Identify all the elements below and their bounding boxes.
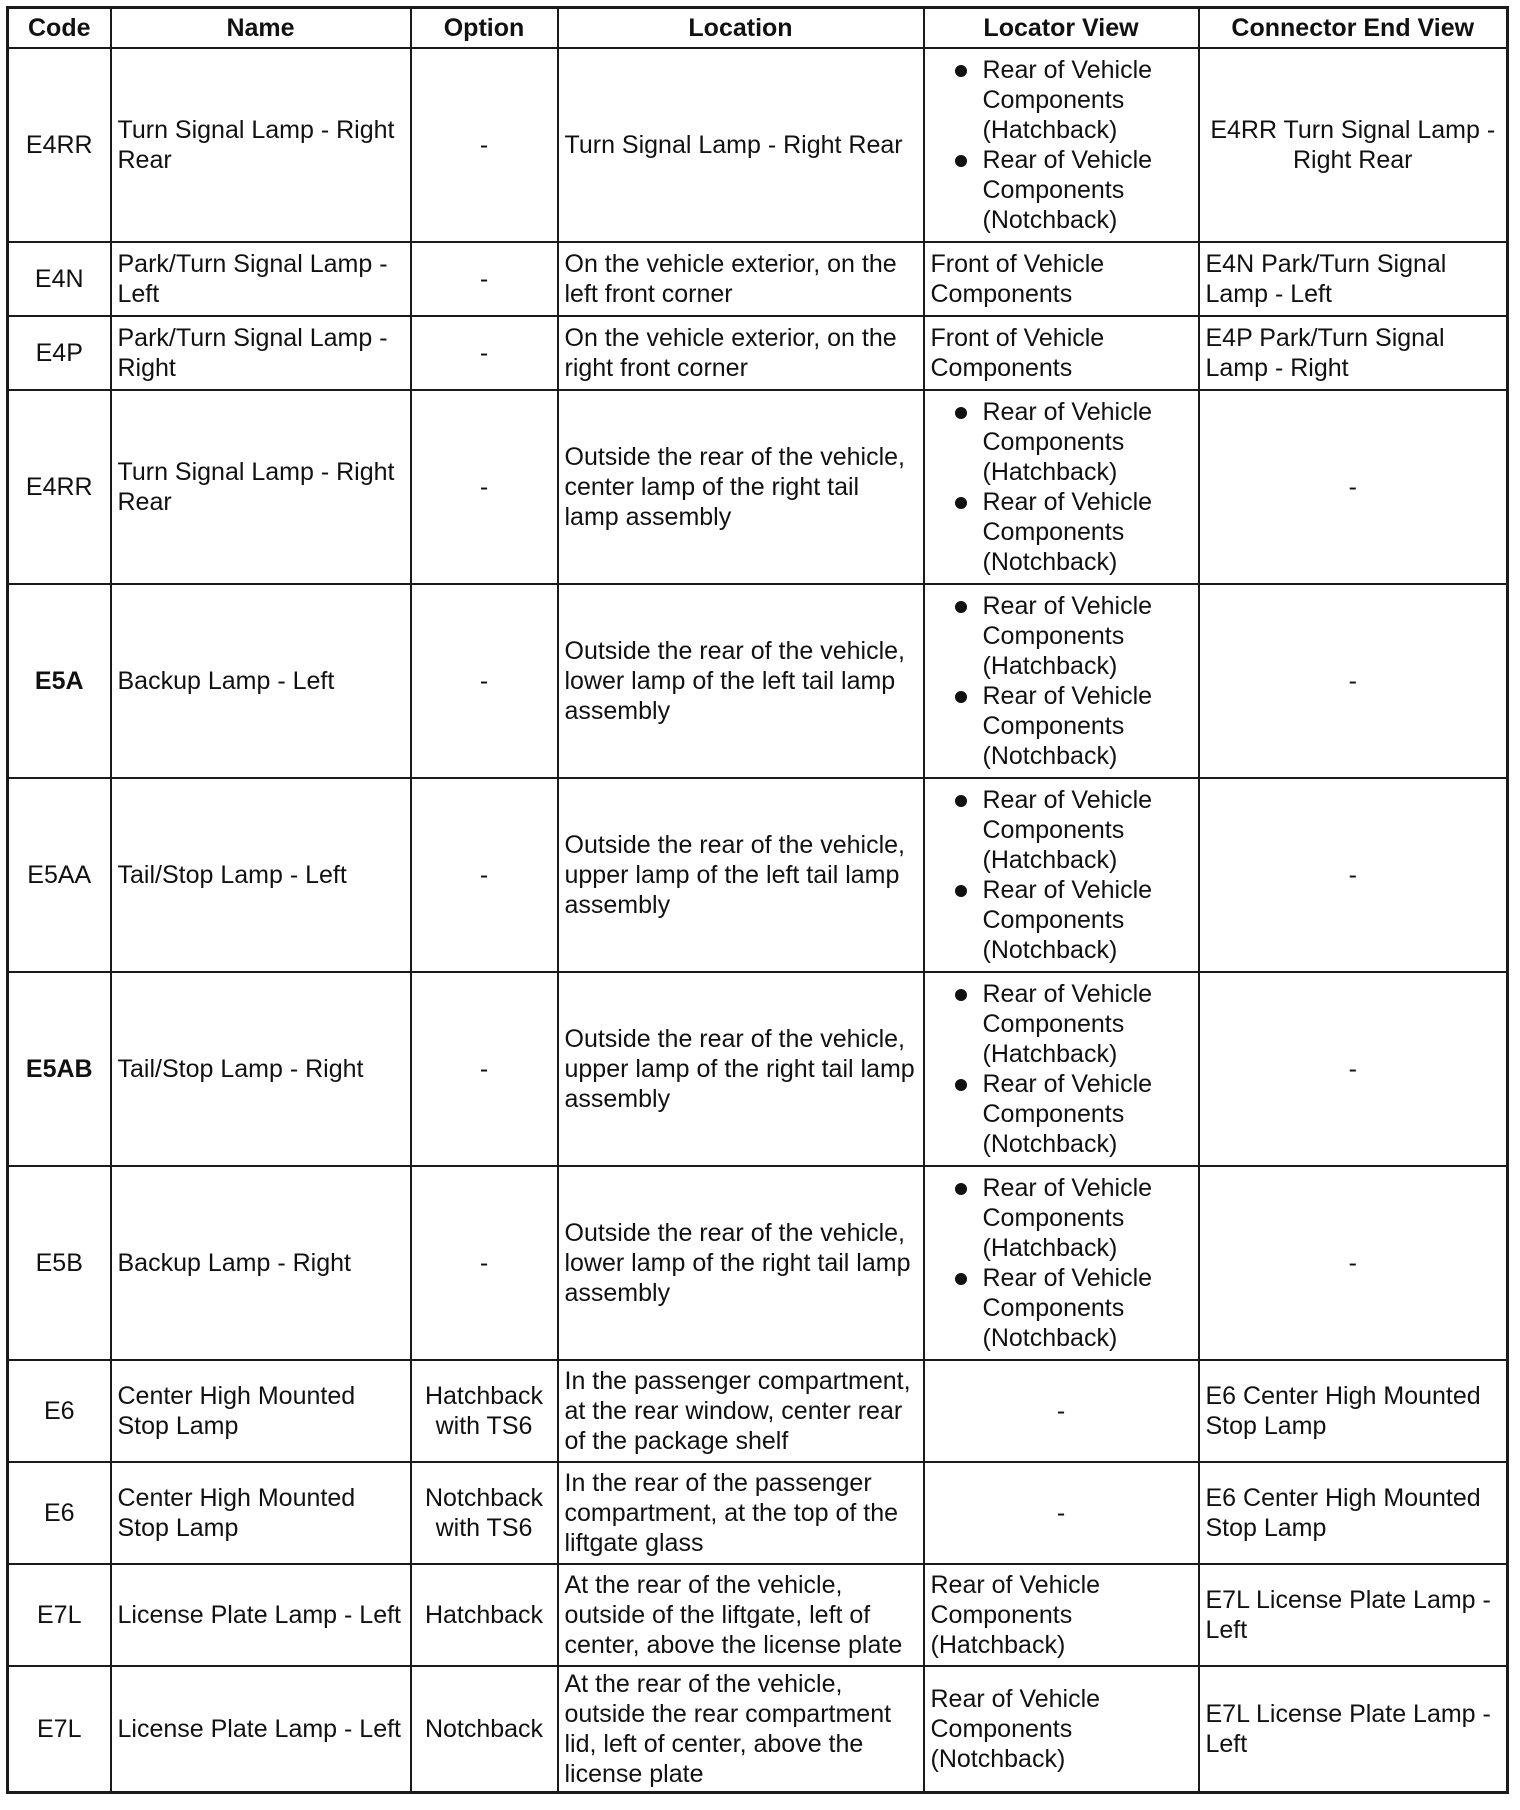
code-cell: E7L bbox=[8, 1564, 111, 1666]
bullet-icon bbox=[955, 155, 967, 167]
locator-link[interactable]: Rear of Vehicle Components (Hatchback) bbox=[945, 591, 1192, 681]
locator-link[interactable]: Rear of Vehicle Components (Notchback) bbox=[945, 145, 1192, 235]
locator-cell bbox=[924, 584, 1199, 778]
option-cell: - bbox=[411, 1166, 558, 1360]
connector-cell: - bbox=[1199, 390, 1508, 584]
connector-link[interactable]: E4RR Turn Signal Lamp - Right Rear bbox=[1199, 48, 1508, 242]
locator-link[interactable]: Rear of Vehicle Components (Hatchback) bbox=[924, 1564, 1199, 1666]
location-cell: On the vehicle exterior, on the left front corner bbox=[558, 242, 924, 316]
header-row bbox=[8, 8, 1508, 49]
name-cell: Backup Lamp - Left bbox=[111, 584, 411, 778]
name-cell: Center High Mounted Stop Lamp bbox=[111, 1360, 411, 1462]
locator-link[interactable]: Rear of Vehicle Components (Hatchback) bbox=[945, 397, 1192, 487]
code-cell: E4N bbox=[8, 242, 111, 316]
header-location: Location bbox=[558, 8, 924, 49]
table-row bbox=[8, 48, 1508, 242]
connector-cell: - bbox=[1199, 778, 1508, 972]
option-cell: - bbox=[411, 48, 558, 242]
name-cell: Center High Mounted Stop Lamp bbox=[111, 1462, 411, 1564]
connector-cell: - bbox=[1199, 972, 1508, 1166]
table-row bbox=[8, 1462, 1508, 1564]
connector-link[interactable]: E7L License Plate Lamp - Left bbox=[1199, 1666, 1508, 1793]
locator-link[interactable]: Rear of Vehicle Components (Hatchback) bbox=[945, 55, 1192, 145]
header-locator-view: Locator View bbox=[924, 8, 1199, 49]
location-cell: Outside the rear of the vehicle, lower lamp of the right tail lamp assembly bbox=[558, 1166, 924, 1360]
code-cell: E4P bbox=[8, 316, 111, 390]
bullet-icon bbox=[955, 885, 967, 897]
locator-link[interactable]: Rear of Vehicle Components (Notchback) bbox=[945, 1263, 1192, 1353]
option-cell: - bbox=[411, 778, 558, 972]
connector-link[interactable]: E6 Center High Mounted Stop Lamp bbox=[1199, 1360, 1508, 1462]
header-name: Name bbox=[111, 8, 411, 49]
code-cell: E5AB bbox=[8, 972, 111, 1166]
name-cell: Park/Turn Signal Lamp - Left bbox=[111, 242, 411, 316]
connector-link[interactable]: E7L License Plate Lamp - Left bbox=[1199, 1564, 1508, 1666]
bullet-icon bbox=[955, 407, 967, 419]
bullet-icon bbox=[955, 795, 967, 807]
option-cell: - bbox=[411, 972, 558, 1166]
name-cell: License Plate Lamp - Left bbox=[111, 1666, 411, 1793]
bullet-icon bbox=[955, 691, 967, 703]
name-cell: Park/Turn Signal Lamp - Right bbox=[111, 316, 411, 390]
table-row bbox=[8, 1564, 1508, 1666]
header-code: Code bbox=[8, 8, 111, 49]
locator-cell bbox=[924, 778, 1199, 972]
connector-cell: - bbox=[1199, 1166, 1508, 1360]
name-cell: License Plate Lamp - Left bbox=[111, 1564, 411, 1666]
bullet-icon bbox=[955, 601, 967, 613]
table-row bbox=[8, 1166, 1508, 1360]
location-cell: In the passenger compartment, at the rear window, center rear of the package shelf bbox=[558, 1360, 924, 1462]
location-cell: Outside the rear of the vehicle, upper lamp of the right tail lamp assembly bbox=[558, 972, 924, 1166]
name-cell: Turn Signal Lamp - Right Rear bbox=[111, 390, 411, 584]
location-cell: At the rear of the vehicle, outside of the liftgate, left of center, above the license plate bbox=[558, 1564, 924, 1666]
code-cell: E5B bbox=[8, 1166, 111, 1360]
locator-cell: - bbox=[924, 1462, 1199, 1564]
location-cell: On the vehicle exterior, on the right front corner bbox=[558, 316, 924, 390]
table-row bbox=[8, 242, 1508, 316]
location-cell: At the rear of the vehicle, outside the rear compartment lid, left of center, above the license plate bbox=[558, 1666, 924, 1793]
code-cell: E6 bbox=[8, 1462, 111, 1564]
location-cell: Outside the rear of the vehicle, lower lamp of the left tail lamp assembly bbox=[558, 584, 924, 778]
bullet-icon bbox=[955, 65, 967, 77]
location-cell: In the rear of the passenger compartment, at the top of the liftgate glass bbox=[558, 1462, 924, 1564]
header-connector-end-view: Connector End View bbox=[1199, 8, 1508, 49]
table-row bbox=[8, 316, 1508, 390]
code-cell: E7L bbox=[8, 1666, 111, 1793]
header-option: Option bbox=[411, 8, 558, 49]
locator-link[interactable]: Rear of Vehicle Components (Notchback) bbox=[945, 875, 1192, 965]
code-cell: E6 bbox=[8, 1360, 111, 1462]
option-cell: - bbox=[411, 316, 558, 390]
locator-link[interactable]: Rear of Vehicle Components (Notchback) bbox=[945, 1069, 1192, 1159]
table-row bbox=[8, 1666, 1508, 1793]
name-cell: Turn Signal Lamp - Right Rear bbox=[111, 48, 411, 242]
locator-link[interactable]: Rear of Vehicle Components (Hatchback) bbox=[945, 979, 1192, 1069]
bullet-icon bbox=[955, 1079, 967, 1091]
name-cell: Tail/Stop Lamp - Right bbox=[111, 972, 411, 1166]
table-row bbox=[8, 584, 1508, 778]
location-cell: Outside the rear of the vehicle, center lamp of the right tail lamp assembly bbox=[558, 390, 924, 584]
locator-link[interactable]: Rear of Vehicle Components (Notchback) bbox=[945, 487, 1192, 577]
locator-cell bbox=[924, 1166, 1199, 1360]
location-cell: Outside the rear of the vehicle, upper lamp of the left tail lamp assembly bbox=[558, 778, 924, 972]
locator-cell: - bbox=[924, 1360, 1199, 1462]
connector-link[interactable]: E4P Park/Turn Signal Lamp - Right bbox=[1199, 316, 1508, 390]
table-row bbox=[8, 1360, 1508, 1462]
option-cell: Hatchback bbox=[411, 1564, 558, 1666]
code-cell: E5AA bbox=[8, 778, 111, 972]
component-locator-table bbox=[6, 6, 1509, 1794]
code-cell: E4RR bbox=[8, 390, 111, 584]
locator-link[interactable]: Rear of Vehicle Components (Notchback) bbox=[945, 681, 1192, 771]
table-row bbox=[8, 972, 1508, 1166]
option-cell: Notchback bbox=[411, 1666, 558, 1793]
locator-link[interactable]: Front of Vehicle Components bbox=[924, 316, 1199, 390]
code-cell: E4RR bbox=[8, 48, 111, 242]
locator-link[interactable]: Rear of Vehicle Components (Hatchback) bbox=[945, 785, 1192, 875]
table-row bbox=[8, 390, 1508, 584]
locator-link[interactable]: Rear of Vehicle Components (Notchback) bbox=[924, 1666, 1199, 1793]
bullet-icon bbox=[955, 1183, 967, 1195]
bullet-icon bbox=[955, 989, 967, 1001]
option-cell: Hatchback with TS6 bbox=[411, 1360, 558, 1462]
connector-link[interactable]: E6 Center High Mounted Stop Lamp bbox=[1199, 1462, 1508, 1564]
code-cell: E5A bbox=[8, 584, 111, 778]
locator-link[interactable]: Rear of Vehicle Components (Hatchback) bbox=[945, 1173, 1192, 1263]
locator-link[interactable]: Front of Vehicle Components bbox=[924, 242, 1199, 316]
name-cell: Backup Lamp - Right bbox=[111, 1166, 411, 1360]
locator-cell bbox=[924, 48, 1199, 242]
option-cell: - bbox=[411, 584, 558, 778]
option-cell: - bbox=[411, 242, 558, 316]
location-cell: Turn Signal Lamp - Right Rear bbox=[558, 48, 924, 242]
table-row bbox=[8, 778, 1508, 972]
bullet-icon bbox=[955, 1273, 967, 1285]
option-cell: - bbox=[411, 390, 558, 584]
connector-link[interactable]: E4N Park/Turn Signal Lamp - Left bbox=[1199, 242, 1508, 316]
locator-cell bbox=[924, 390, 1199, 584]
name-cell: Tail/Stop Lamp - Left bbox=[111, 778, 411, 972]
option-cell: Notchback with TS6 bbox=[411, 1462, 558, 1564]
component-table-wrapper bbox=[6, 6, 1506, 1794]
bullet-icon bbox=[955, 497, 967, 509]
connector-cell: - bbox=[1199, 584, 1508, 778]
locator-cell bbox=[924, 972, 1199, 1166]
